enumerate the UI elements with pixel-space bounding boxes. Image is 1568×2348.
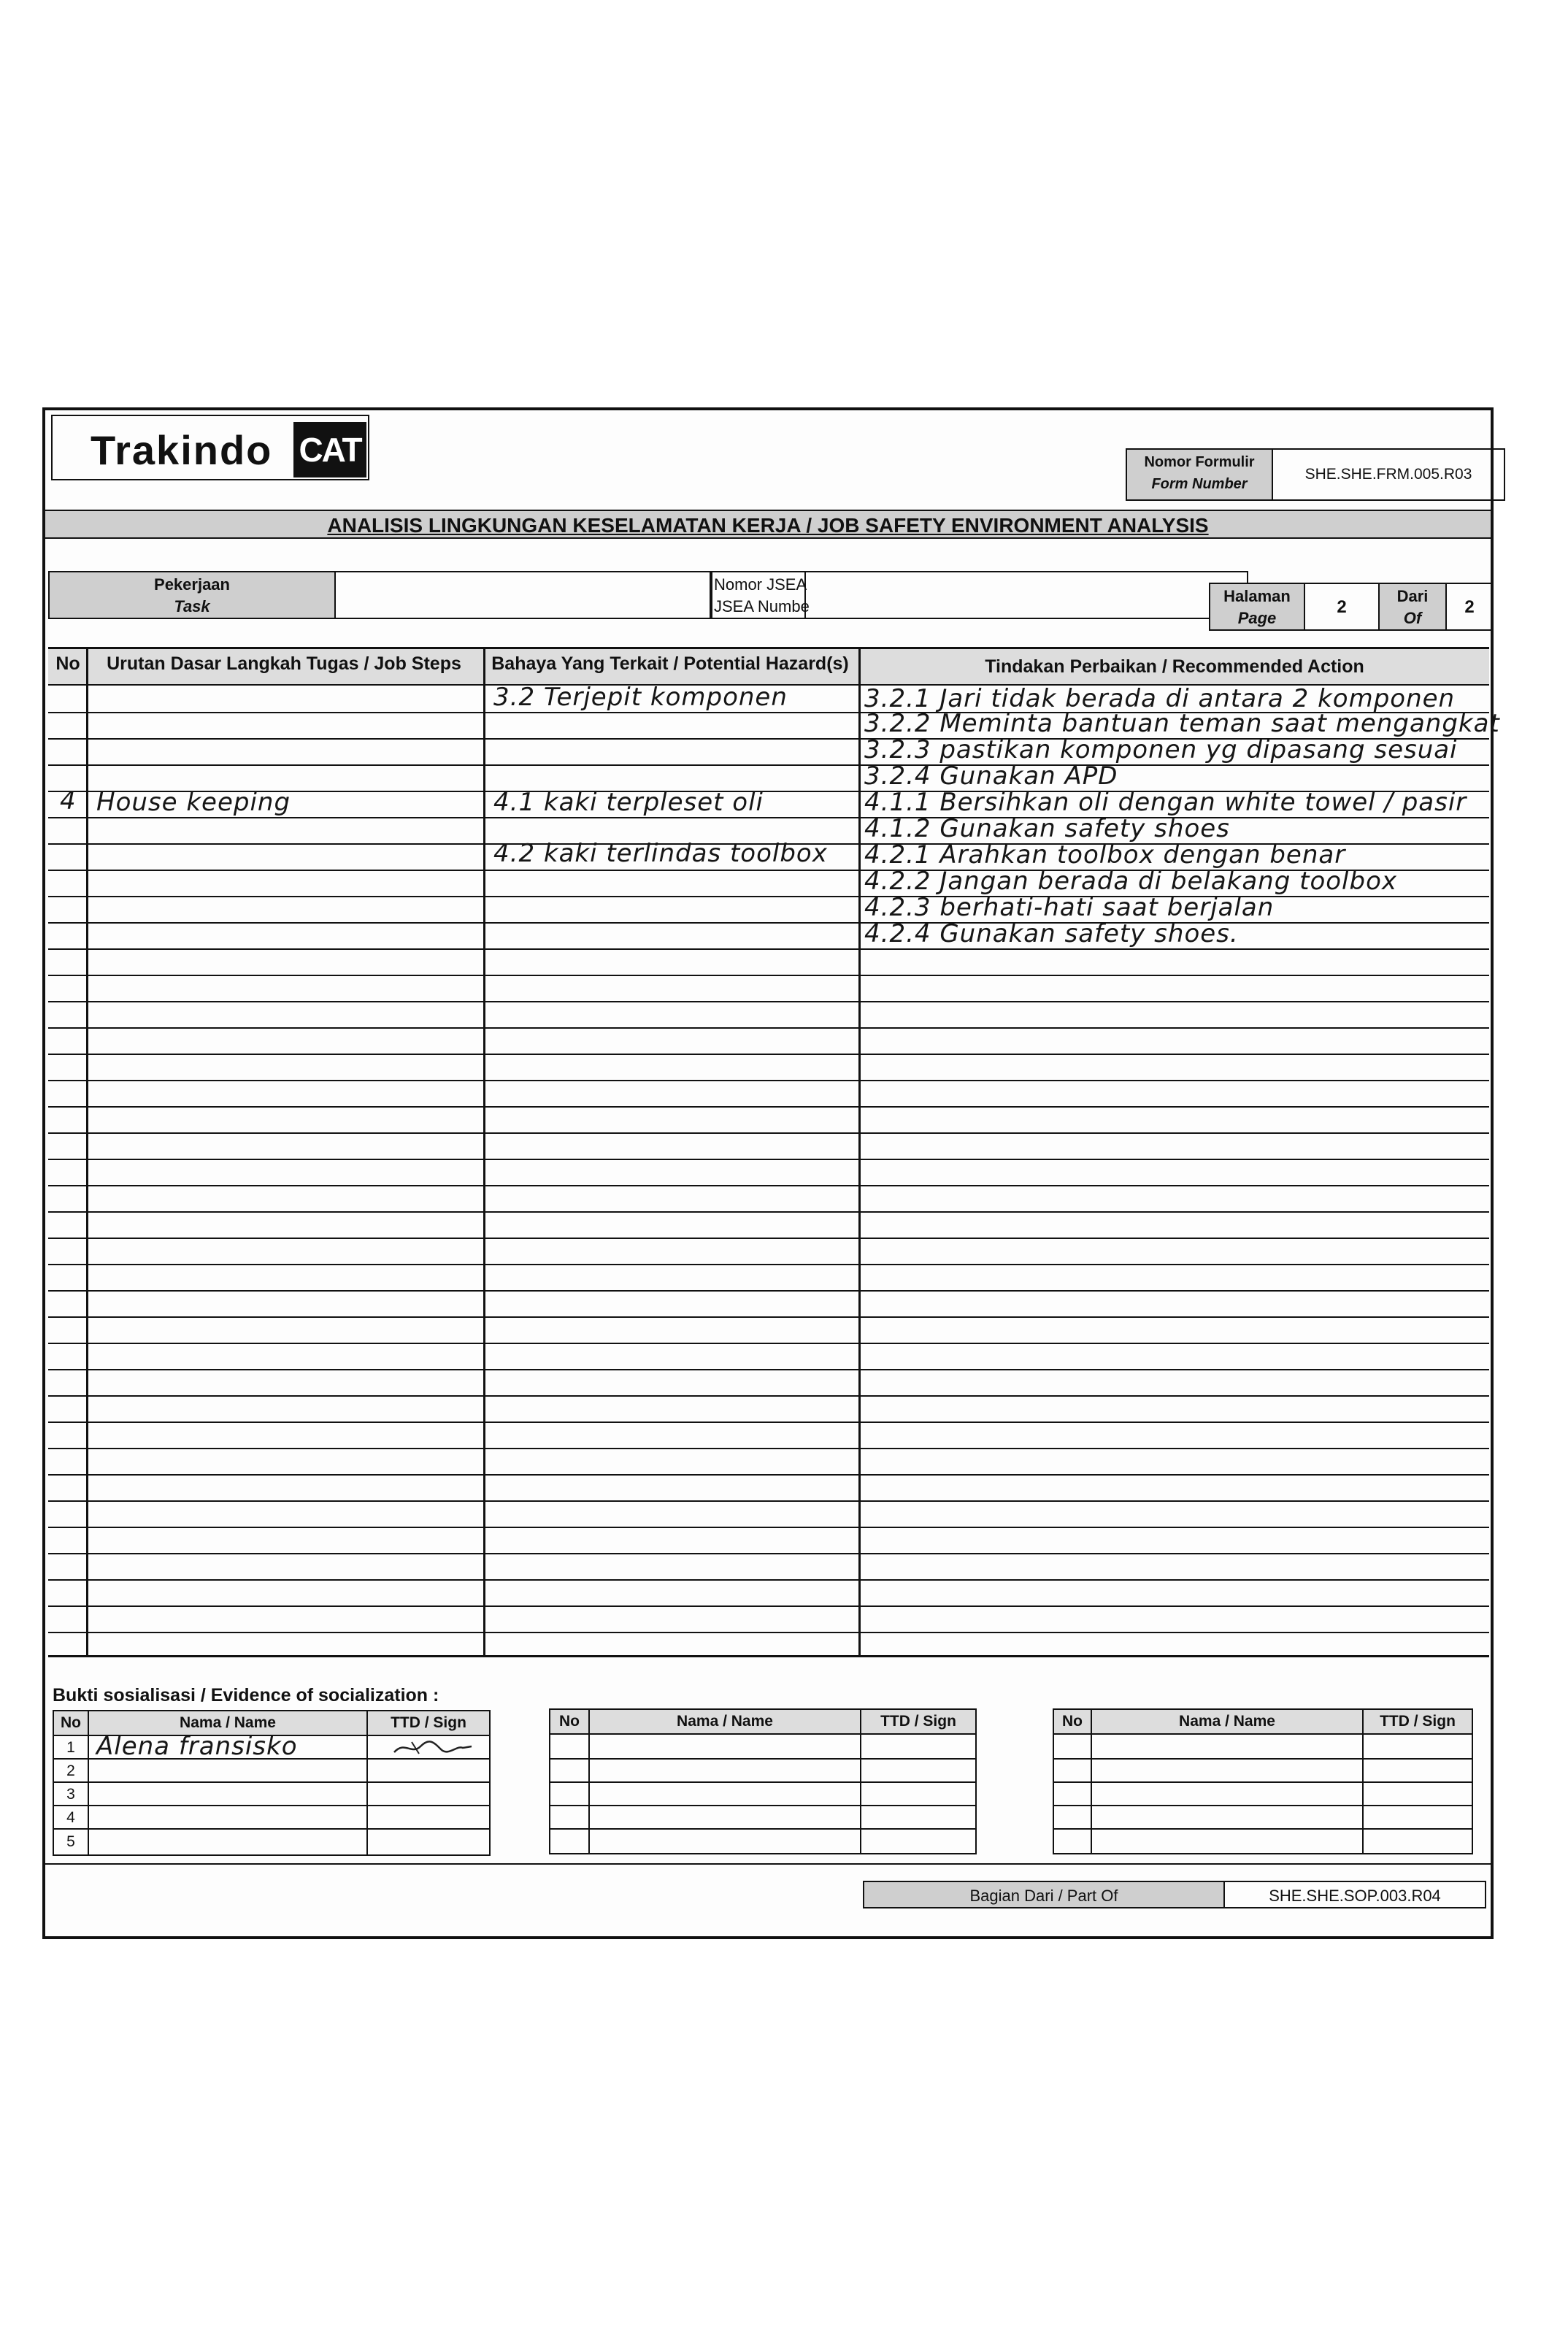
table-row: 4.2.2 Jangan berada di belakang toolbox: [864, 867, 1398, 896]
title-bar: [45, 510, 1491, 539]
table-row: 3.2.4 Gunakan APD: [864, 761, 1118, 791]
sig-header-row: No Nama / Name TTD / Sign: [1054, 1710, 1472, 1735]
row-rule: [48, 1553, 1489, 1554]
row-rule: [48, 1159, 1489, 1160]
table-header-row: [48, 649, 1489, 686]
table-row: 3.2.2 Meminta bantuan teman saat mengangkat: [864, 709, 1500, 738]
row-rule: [48, 1238, 1489, 1239]
signature-mark: [390, 1738, 477, 1758]
row-rule: [48, 1106, 1489, 1108]
socialization-table-2: [549, 1708, 977, 1854]
sig-rule: [1054, 1781, 1472, 1783]
row-rule: [48, 1395, 1489, 1397]
sig-row: 4: [54, 1806, 489, 1830]
row-rule: [48, 1211, 1489, 1213]
sig-header-row: No Nama / Name TTD / Sign: [54, 1711, 489, 1736]
part-of-value: SHE.SHE.SOP.003.R04: [1223, 1881, 1486, 1908]
row-rule: [48, 975, 1489, 976]
footer-divider: [45, 1863, 1491, 1865]
logo-box: [51, 415, 369, 480]
row-rule: [48, 1001, 1489, 1002]
task-label: Pekerjaan Task: [48, 571, 336, 619]
socialization-table-3: [1053, 1708, 1473, 1854]
filled-rows: [48, 683, 1500, 963]
table-bottom-rule: [48, 1655, 1489, 1657]
sig-row: 5: [66, 1833, 75, 1850]
sig-rule: [550, 1758, 975, 1760]
of-value: 2: [1445, 583, 1494, 631]
socialization-table-1: [53, 1710, 491, 1856]
col-actions-header: Tindakan Perbaikan / Recommended Action: [985, 656, 1364, 677]
part-of-label: Bagian Dari / Part Of: [863, 1881, 1225, 1908]
sig-row: 2: [54, 1760, 489, 1783]
table-row: 4.1.2 Gunakan safety shoes: [864, 814, 1230, 843]
table-row: 4.2.3 berhati-hati saat berjalan: [864, 893, 1275, 922]
task-value-field[interactable]: [334, 571, 712, 619]
table-row: 4.2.4 Gunakan safety shoes.: [864, 919, 1239, 948]
of-label: Dari Of: [1378, 583, 1447, 631]
row-rule: [48, 1448, 1489, 1449]
jsea-value-field[interactable]: [804, 571, 1248, 619]
socialization-heading: Bukti sosialisasi / Evidence of socialization :: [53, 1685, 439, 1706]
page-label: Halaman Page: [1209, 583, 1305, 631]
col-no-header: No: [55, 653, 80, 674]
form-number-value: SHE.SHE.FRM.005.R03: [1272, 448, 1505, 501]
brand-name: Trakindo: [91, 427, 273, 473]
sig-row: 1 Alena fransisko: [54, 1736, 489, 1760]
row-rule: [48, 1422, 1489, 1423]
job-steps-table: [48, 647, 1500, 1654]
row-rule: [48, 1054, 1489, 1055]
sig-rule: [550, 1828, 975, 1830]
form-title: ANALISIS LINGKUNGAN KESELAMATAN KERJA / JOB SAFETY ENVIRONMENT ANALYSIS: [327, 514, 1209, 537]
row-rule: [48, 1632, 1489, 1633]
sig-rule: [1054, 1805, 1472, 1806]
sig-rule: [550, 1781, 975, 1783]
jsea-label: Nomor JSEA JSEA Numbe: [710, 571, 806, 619]
sig-rule: [1054, 1758, 1472, 1760]
col-steps-header: Urutan Dasar Langkah Tugas / Job Steps: [107, 653, 461, 674]
table-row: 3.2.3 pastikan komponen yg dipasang sesuai: [864, 735, 1458, 764]
row-rule: [48, 1132, 1489, 1134]
sig-rule: [1054, 1828, 1472, 1830]
table-row: 3.2 Terjepit komponen 3.2.1 Jari tidak berada di antara 2 komponen: [493, 683, 1456, 713]
row-rule: [48, 1605, 1489, 1607]
cat-logo: CAT: [293, 422, 366, 477]
sig-header-row: No Nama / Name TTD / Sign: [550, 1710, 975, 1735]
row-rule: [48, 1290, 1489, 1292]
table-row: 4 House keeping 4.1 kaki terpleset oli 4.1.1 Bersihkan oli dengan white towel / pasir: [60, 786, 1467, 817]
sig-rule: [550, 1805, 975, 1806]
row-rule: [48, 1369, 1489, 1370]
sig-row: 3: [54, 1783, 489, 1806]
row-rule: [48, 1185, 1489, 1186]
row-rule: [48, 1264, 1489, 1265]
table-row: 4.2 kaki terlindas toolbox 4.2.1 Arahkan toolbox dengan benar: [493, 839, 1346, 870]
row-rule: [48, 1500, 1489, 1502]
row-rule: [48, 1343, 1489, 1344]
col-hazards-header: Bahaya Yang Terkait / Potential Hazard(s): [491, 653, 849, 674]
row-rule: [48, 1474, 1489, 1476]
page-value: 2: [1304, 583, 1380, 631]
form-number-label: Nomor Formulir Form Number: [1126, 448, 1273, 501]
row-rule: [48, 1080, 1489, 1081]
row-rule: [48, 1027, 1489, 1029]
row-rule: [48, 1527, 1489, 1528]
form-sheet: [42, 407, 1500, 1939]
row-rule: [48, 1579, 1489, 1581]
row-rule: [48, 1316, 1489, 1318]
